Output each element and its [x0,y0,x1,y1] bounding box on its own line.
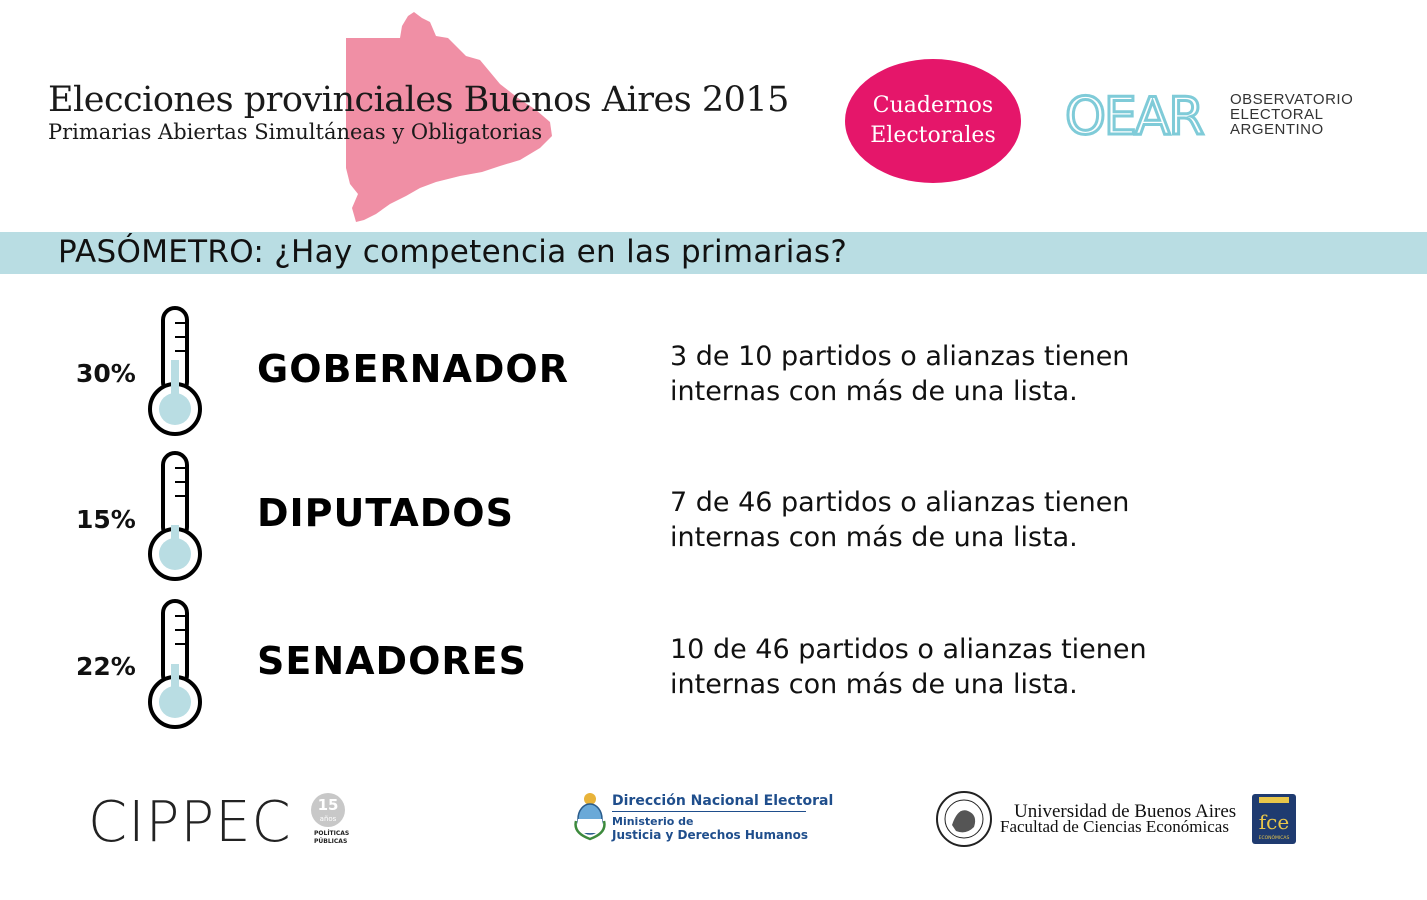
percent-label: 22% [76,652,136,681]
banner-heading: PASÓMETRO: ¿Hay competencia en las primarias? [58,234,848,270]
category-label: GOBERNADOR [257,347,569,391]
page-subtitle: Primarias Abiertas Simultáneas y Obligatorias [48,120,543,144]
fce-logo-text: fce [1258,810,1290,834]
oear-line-3: ARGENTINO [1230,121,1324,138]
cuadernos-electorales-badge [845,59,1021,183]
description-line-2: internas con más de una lista. [670,669,1078,700]
description-line-1: 10 de 46 partidos o alianzas tienen [670,634,1147,665]
description-line-1: 3 de 10 partidos o alianzas tienen [670,341,1130,372]
row-description [670,339,1129,409]
thermometer-icon [145,450,205,584]
description-line-2: internas con más de una lista. [670,522,1078,553]
cippec-logo: CIPPEC [88,790,292,855]
uba-line-2: Facultad de Ciencias Económicas [1000,817,1229,836]
cippec-years-word: años [319,815,337,823]
fce-logo-subtext: ECONÓMICAS [1258,836,1290,841]
thermometer-icon [145,598,205,732]
oear-wordmark [1230,92,1353,137]
badge-line-2: Electorales [870,123,996,148]
argentina-coat-of-arms-icon [573,791,607,841]
dne-title: Dirección Nacional Electoral [612,793,834,809]
oear-line-1: OBSERVATORIO [1230,91,1354,108]
row-description [670,485,1129,555]
cippec-years: 15 [317,796,339,814]
cippec-tag-1: POLÍTICAS [314,830,350,837]
fce-logo [1251,793,1297,845]
uba-line-1: Universidad de Buenos Aires [1014,801,1237,822]
dne-divider [612,811,806,812]
oear-line-2: ELECTORAL [1230,106,1324,123]
percent-label: 30% [76,359,136,388]
uba-seal-icon [934,789,994,849]
cippec-15-anos-badge [308,790,360,846]
description-line-1: 7 de 46 partidos o alianzas tienen [670,487,1130,518]
oear-logo-text: OEAR [1065,88,1203,142]
percent-label: 15% [76,505,136,534]
dne-ministry-line-1: Ministerio de [612,815,694,828]
badge-line-1: Cuadernos [872,93,994,118]
thermometer-icon [145,305,205,439]
description-line-2: internas con más de una lista. [670,376,1078,407]
row-description [670,632,1147,702]
category-label: SENADORES [257,639,527,683]
page-title: Elecciones provinciales Buenos Aires 2015 [48,80,789,120]
oear-logo [1065,88,1225,142]
cippec-tag-2: PÚBLICAS [314,838,348,845]
dne-ministry-line-2: Justicia y Derechos Humanos [612,828,808,842]
category-label: DIPUTADOS [257,491,514,535]
